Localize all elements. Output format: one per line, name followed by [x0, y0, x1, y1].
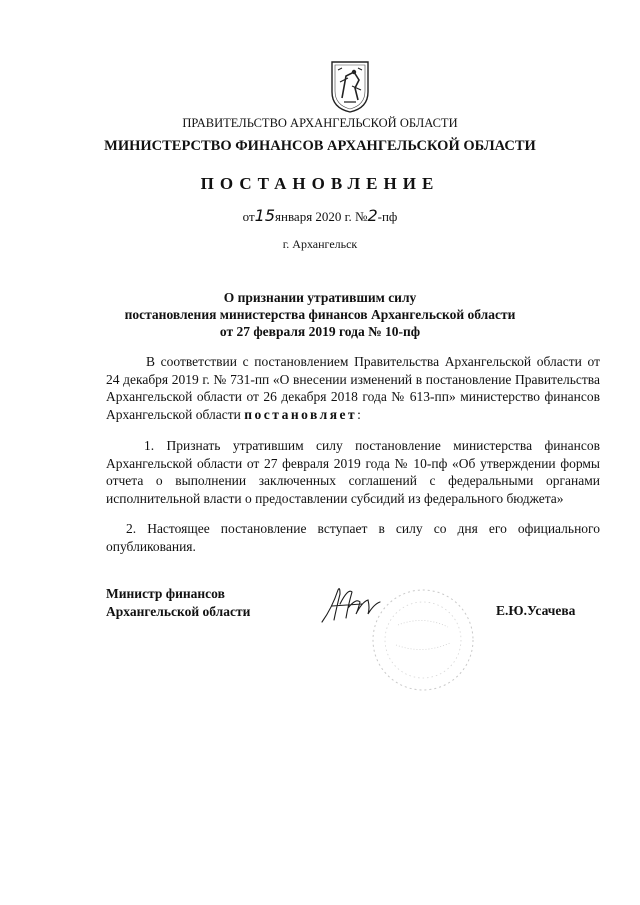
city-line: г. Архангельск	[282, 237, 358, 251]
signatory-position	[106, 585, 250, 621]
handwritten-signature-icon	[318, 584, 408, 624]
position-line-2: Архангельской области	[106, 604, 251, 619]
date-prefix: от	[242, 209, 255, 224]
subject-line-3: от 27 февраля 2019 года № 10-пф	[219, 324, 421, 339]
coat-of-arms-icon	[328, 58, 372, 114]
signatory-name: Е.Ю.Усачева	[496, 603, 576, 618]
ministry-header: МИНИСТЕРСТВО ФИНАНСОВ АРХАНГЕЛЬСКОЙ ОБЛАСТИ	[104, 138, 536, 154]
document-type-title: ПОСТАНОВЛЕНИЕ	[200, 174, 440, 193]
position-line-1: Министр финансов	[106, 586, 225, 601]
resolves-word: постановляет	[244, 406, 358, 422]
date-number-line	[0, 206, 640, 225]
document-subject	[0, 289, 640, 340]
preamble-text: В соответствии с постановлением Правительства Архангельской области от 24 декабря 2019 г. № 731-пп «О внесении изменений в постановление Правительства Архангельской области от 26 декабря 2018 года № 613-пп» министерство финансов Архангельской области	[106, 354, 600, 422]
subject-line-1: О признании утратившим силу	[223, 290, 417, 305]
date-rest: января 2020 г. №	[275, 209, 368, 224]
number-suffix: -пф	[377, 209, 398, 224]
government-header: ПРАВИТЕЛЬСТВО АРХАНГЕЛЬСКОЙ ОБЛАСТИ	[182, 116, 458, 130]
clause-1-paragraph: 1. Признать утратившим силу постановление министерства финансов Архангельской области от 27 февраля 2019 года № 10-пф «Об утверждении формы отчета о выполнении заключенных соглашений с федеральными органами исполнительной власти о предоставлении субсидий из федерального бюджета»	[106, 438, 600, 506]
subject-line-2: постановления министерства финансов Архангельской области	[124, 307, 516, 322]
handwritten-day: 15	[254, 206, 276, 225]
handwritten-number: 2	[367, 206, 378, 225]
preamble-paragraph	[106, 353, 600, 423]
clause-2-paragraph: 2. Настоящее постановление вступает в силу со дня его официального опубликования.	[106, 521, 600, 554]
resolves-colon: :	[357, 406, 361, 422]
